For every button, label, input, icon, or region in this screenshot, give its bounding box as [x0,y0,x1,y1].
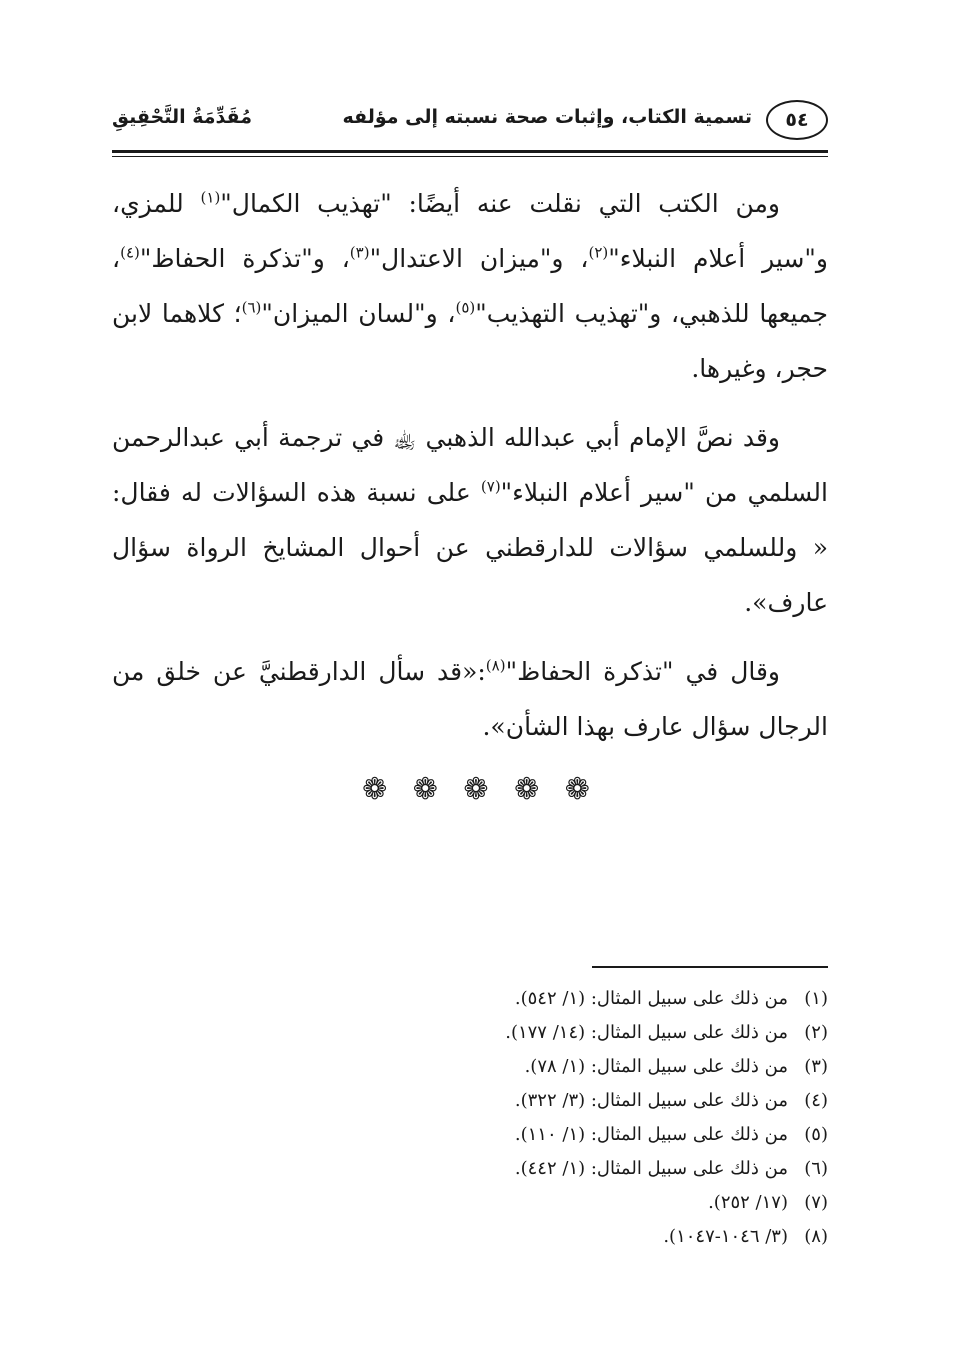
footnote-text: من ذلك على سبيل المثال: (١/ ٤٤٢). [514,1158,788,1179]
footnote-number: (٢) [804,1022,828,1043]
footnote-separator [592,966,828,968]
footnote-ref-2[interactable]: (٢) [588,243,609,262]
text-run: للمزي، و"سير أعلام النبلاء" [112,189,828,273]
page-header [112,98,828,148]
footnote-1 [112,982,828,1016]
page-number-badge [766,100,828,140]
footnote-ref-5[interactable]: (٥) [455,298,476,317]
footnote-ref-3[interactable]: (٣) [349,243,370,262]
running-title: تسمية الكتاب، وإثبات صحة نسبته إلى مؤلفه [342,106,752,128]
footnote-text: (٣/ ١٠٤٦-١٠٤٧). [663,1226,788,1247]
footnote-3 [112,1050,828,1084]
footnote-5 [112,1118,828,1152]
section-title: مُقَدِّمَةُ التَّحْقِيقِ [112,106,252,128]
paragraph-3 [112,644,828,754]
header-rule-thick [112,150,828,153]
text-run: على نسبة هذه السؤالات له فقال: « وللسلمي سؤالات للدارقطني عن أحوال المشايخ الرواة سؤال عارف». [112,478,828,617]
footnote-number: (١) [804,988,828,1009]
footnote-number: (٦) [804,1158,828,1179]
text-run: ومن الكتب التي نقلت عنه أيضًا: "تهذيب الكمال" [220,189,780,218]
text-run: ، و"لسان الميزان" [261,299,456,328]
text-run: ، و"ميزان الاعتدال" [369,244,589,273]
footnote-number: (٥) [804,1124,828,1145]
footnote-text: من ذلك على سبيل المثال: (٣/ ٣٢٢). [514,1090,788,1111]
footnotes [112,982,828,1254]
footnote-number: (٣) [804,1056,828,1077]
main-text [112,176,828,768]
footnote-7 [112,1186,828,1220]
page-number: ٥٤ [785,109,809,131]
text-run: وقد نصَّ الإمام أبي عبدالله الذهبي ﵀ في ترجمة أبي عبدالرحمن السلمي من "سير أعلام النبلاء" [112,423,828,507]
text-run: ؛ كلاهما لابن حجر، وغيرها. [112,299,828,383]
footnote-text: (١٧/ ٢٥٢). [708,1192,788,1213]
footnote-8 [112,1220,828,1254]
footnote-ref-1[interactable]: (١) [200,188,221,207]
header-rule-thin [112,156,828,157]
footnote-ref-4[interactable]: (٤) [120,243,140,262]
footnote-text: من ذلك على سبيل المثال: (١/ ١١٠). [514,1124,788,1145]
footnote-text: من ذلك على سبيل المثال: (١٤/ ١٧٧). [505,1022,788,1043]
footnote-number: (٧) [804,1192,828,1213]
footnote-2 [112,1016,828,1050]
section-end-ornament: ❁ ❁ ❁ ❁ ❁ [362,772,598,807]
footnote-text: من ذلك على سبيل المثال: (١/ ٧٨). [524,1056,788,1077]
footnote-4 [112,1084,828,1118]
text-run: :«قد سأل الدارقطنيَّ عن خلق من الرجال سؤال عارف بهذا الشأن». [112,657,828,741]
paragraph-1 [112,176,828,396]
footnote-ref-7[interactable]: (٧) [480,477,501,496]
footnote-6 [112,1152,828,1186]
footnote-text: من ذلك على سبيل المثال: (١/ ٥٤٢). [514,988,788,1009]
footnote-ref-6[interactable]: (٦) [241,298,262,317]
paragraph-2 [112,410,828,630]
text-run: ، جميعها للذهبي، و"تهذيب التهذيب" [112,244,828,328]
footnote-number: (٤) [804,1090,828,1111]
footnote-number: (٨) [804,1226,828,1247]
text-run: وقال في "تذكرة الحفاظ" [505,657,780,686]
text-run: ، و"تذكرة الحفاظ" [139,244,350,273]
footnote-ref-8[interactable]: (٨) [485,656,506,675]
